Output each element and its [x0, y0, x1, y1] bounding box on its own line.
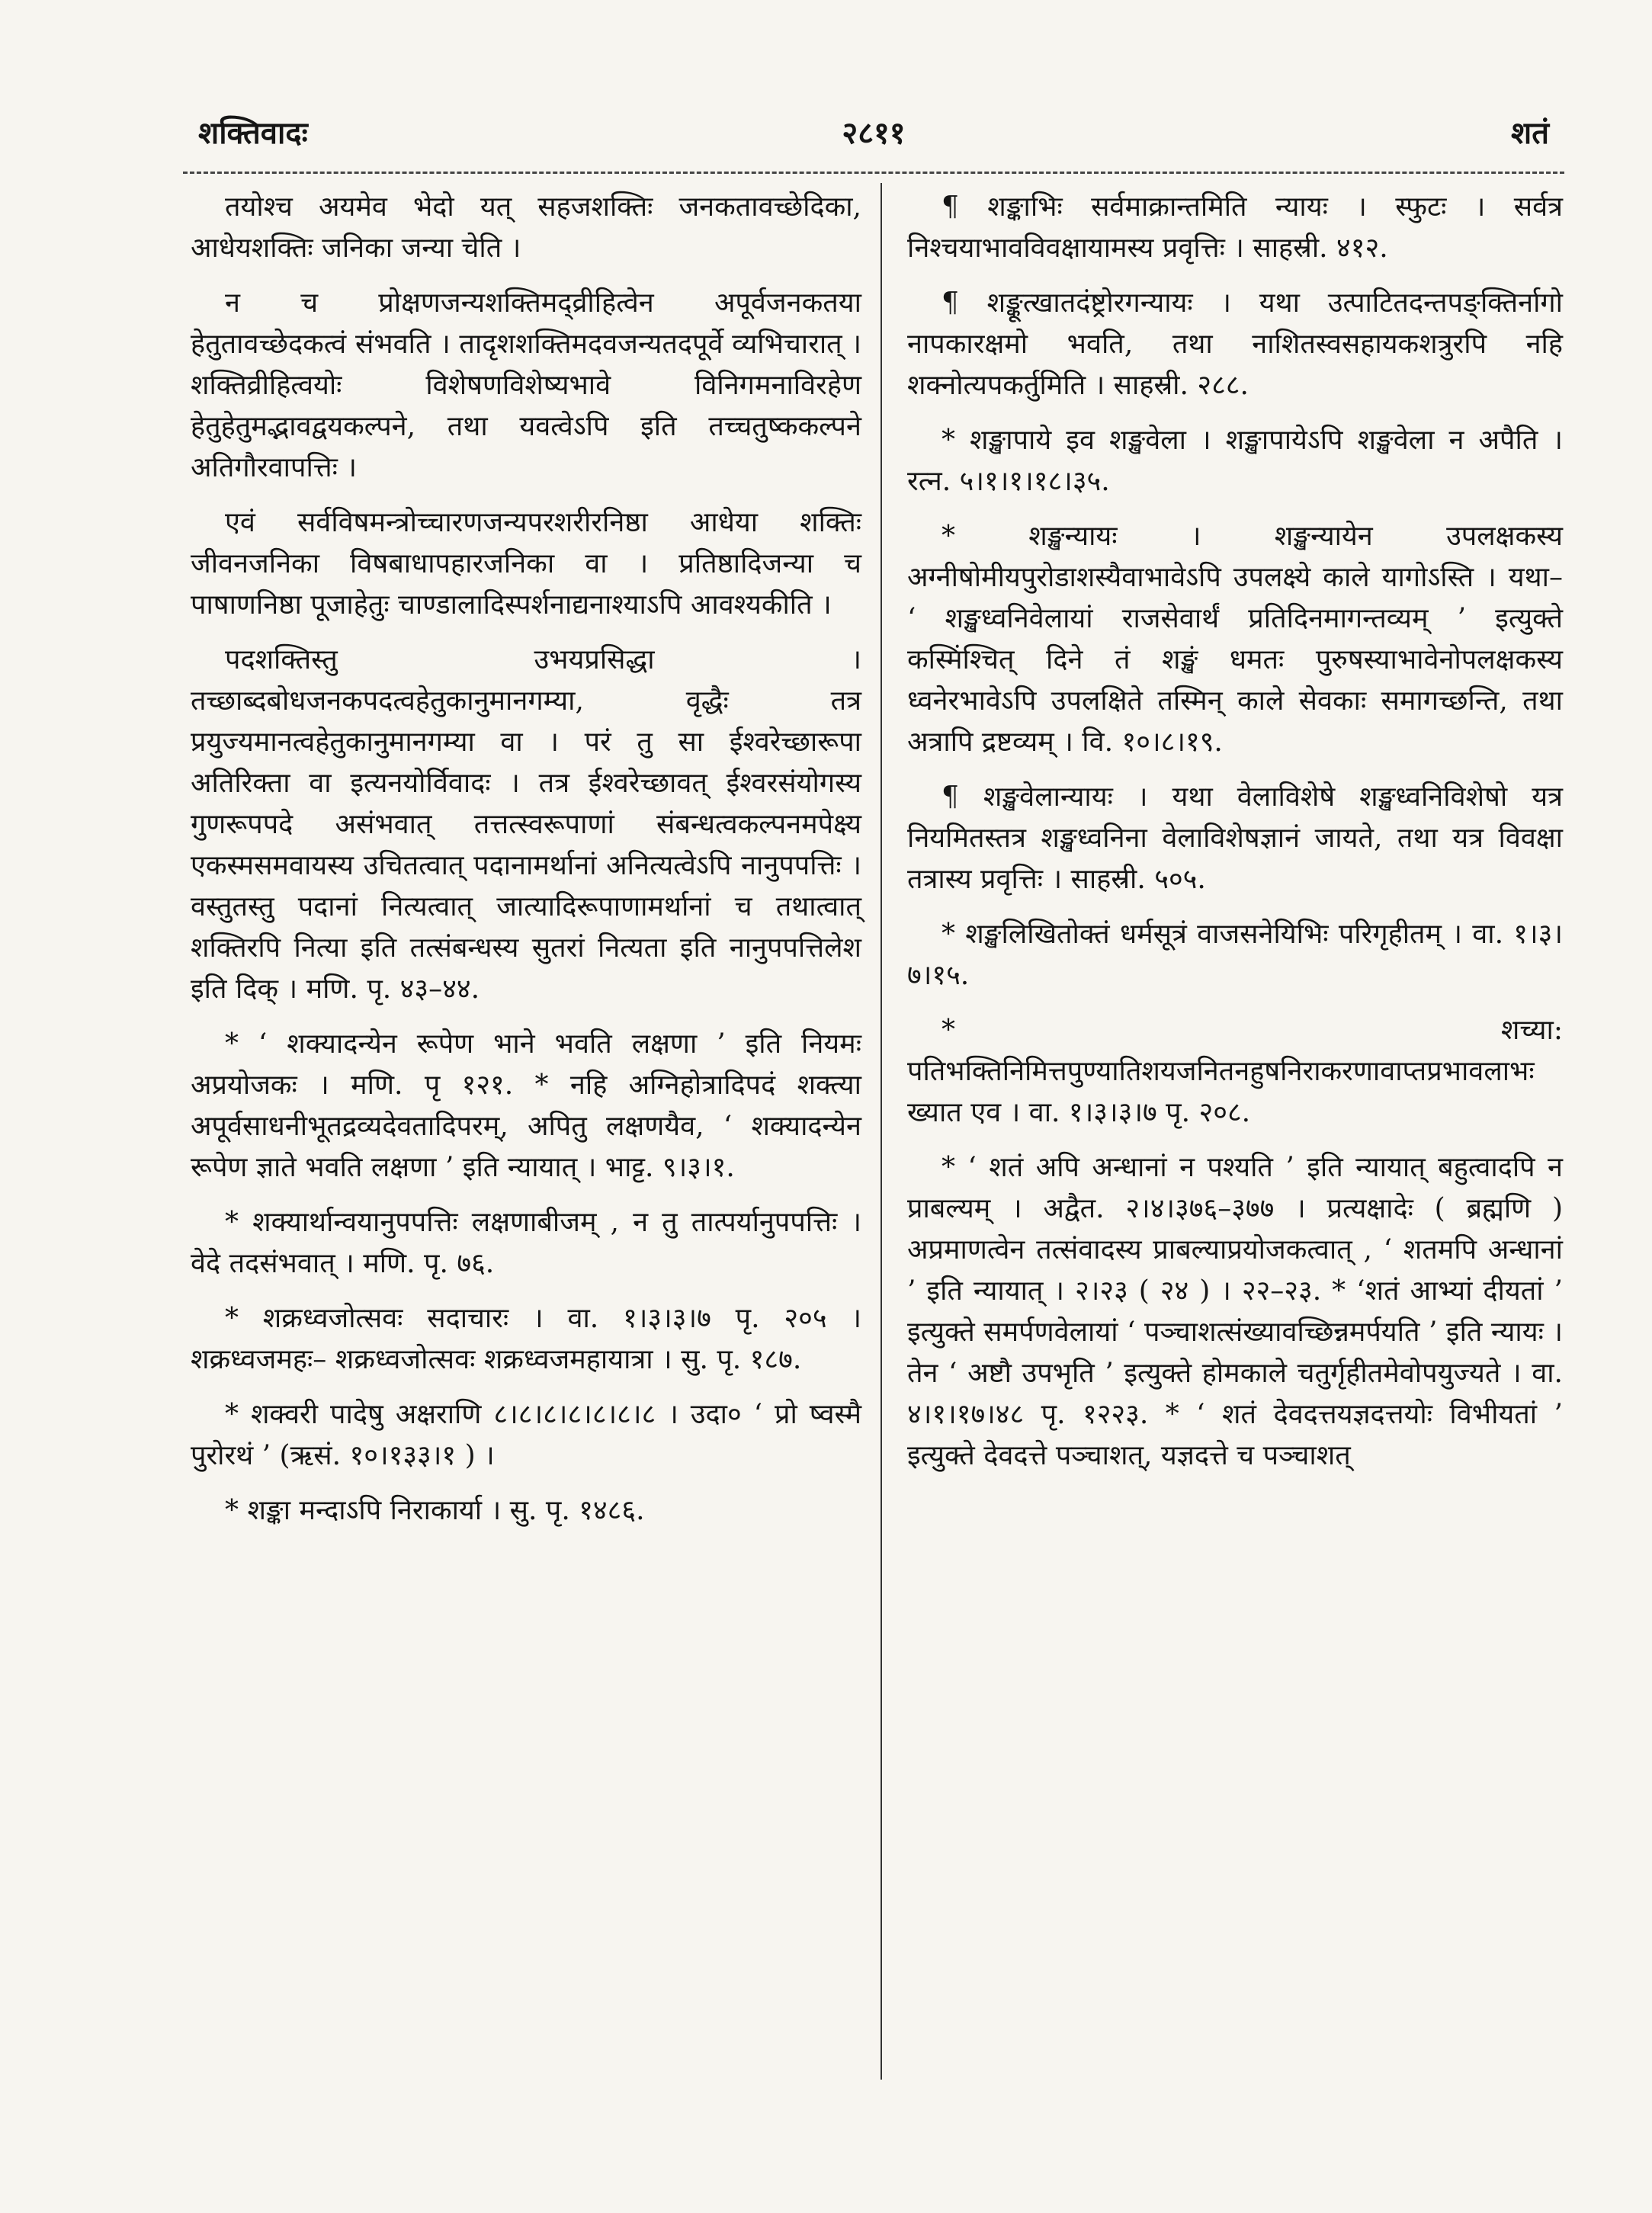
entry: * शङ्खन्यायः । शङ्खन्यायेन उपलक्षकस्य अग्नीषोमीयपुरोडाशस्यैवाभावेऽपि उपलक्ष्ये काले यागोऽस्ति । यथा– ‘ शङ्खध्वनिवेलायां राजसेवार्थं प्रतिदिनमागन्तव्यम् ’ इत्युक्ते कस्मिंश्चित् दिने तं शङ्खं धमतः पुरुषस्याभावेनोपलक्षकस्य ध्वनेरभावेऽपि उपलक्षिते तस्मिन् काले सेवकाः समागच्छन्ति, तथा अत्रापि द्रष्टव्यम् । वि. १०।८।१९. — [907, 521, 1563, 758]
entry: ¶ शङ्कूत्खातदंष्ट्रोरगन्यायः । यथा उत्पाटितदन्तपङ्क्तिर्नागो नापकारक्षमो भवति, तथा नाशितस्वसहायकशत्रुरपि नहि शक्नोत्यपकर्तुमिति । साहस्री. २८८. — [907, 287, 1563, 401]
entry: * शङ्का मन्दाऽपि निराकार्या । सु. पृ. १४८६. — [225, 1495, 645, 1526]
entry: * शङ्खलिखितोक्तं धर्मसूत्रं वाजसनेयिभिः परिगृहीतम् । वा. १।३।७।१५. — [907, 919, 1563, 991]
entry: * ‘ शक्यादन्येन रूपेण भाने भवति लक्षणा ’ इति नियमः अप्रयोजकः । मणि. पृ १२१. * नहि अग्निहोत्रादिपदं शक्त्या अपूर्वसाधनीभूतद्रव्यदेवतादिपरम्, अपितु लक्षणयैव, ‘ शक्यादन्येन रूपेण ज्ञाते भवति लक्षणा ’ इति न्यायात् । भाट्ट. ९।३।१. — [191, 1028, 861, 1183]
page-header — [183, 103, 1564, 156]
page-number: २८११ — [842, 115, 906, 151]
column-divider — [881, 183, 882, 2080]
entry: * शच्या: पतिभक्तिनिमित्तपुण्यातिशयजनितनहुषनिराकरणावाप्तप्रभावलाभः ख्यात एव । वा. १।३।३।७ पृ. २०८. — [907, 1015, 1563, 1128]
right-column — [907, 187, 1563, 2083]
entry: * शक्वरी पादेषु अक्षराणि ८।८।८।८।८।८।८ । उदा० ‘ प्रो ष्वस्मै पुरोरथं ’ (ऋसं. १०।१३३।१ ) । — [191, 1399, 861, 1471]
running-head-left: शक्तिवादः — [198, 115, 308, 151]
header-rule — [183, 172, 1564, 174]
entry: * शक्यार्थान्वयानुपपत्तिः लक्षणाबीजम् , न तु तात्पर्यानुपपत्तिः । वेदे तदसंभवात् । मणि. पृ. ७६. — [191, 1207, 861, 1279]
entry: न च प्रोक्षणजन्यशक्तिमद्व्रीहित्वेन अपूर्वजनकतया हेतुतावच्छेदकत्वं संभवति । तादृशशक्तिमदवजन्यतदपूर्वे व्यभिचारात् । शक्तिव्रीहित्वयोः विशेषणविशेष्यभावे विनिगमनाविरहेण हेतुहेतुमद्भावद्वयकल्पने, तथा यवत्वेऽपि इति तच्चतुष्ककल्पने अतिगौरवापत्तिः । — [191, 287, 861, 483]
entry: * शक्रध्वजोत्सवः सदाचारः । वा. १।३।३।७ पृ. २०५ । शक्रध्वजमहः– शक्रध्वजोत्सवः शक्रध्वजमहायात्रा । सु. पृ. १८७. — [191, 1303, 861, 1375]
entry: * ‘ शतं अपि अन्धानां न पश्यति ’ इति न्यायात् बहुत्वादपि न प्राबल्यम् । अद्वैत. २।४।३७६–३७७ । प्रत्यक्षादेः ( ब्रह्मणि ) अप्रमाणत्वेन तत्संवादस्य प्राबल्याप्रयोजकत्वात् , ‘ शतमपि अन्धानां ’ इति न्यायात् । २।२३ ( २४ ) । २२–२३. * ‘शतं आभ्यां दीयतां ’ इत्युक्ते समर्पणवेलायां ‘ पञ्चाशत्संख्यावच्छिन्नमर्पयति ’ इति न्यायः । तेन ‘ अष्टौ उपभृति ’ इत्युक्ते होमकाले चतुर्गृहीतमेवोपयुज्यते । वा. ४।१।१७।४८ पृ. १२२३. * ‘ शतं देवदत्तयज्ञदत्तयोः विभीयतां ’ इत्युक्ते देवदत्ते पञ्चाशत्, यज्ञदत्ते च पञ्चाशत् — [907, 1152, 1563, 1471]
entry: पदशक्तिस्तु उभयप्रसिद्धा । तच्छाब्दबोधजनकपदत्वहेतुकानुमानगम्या, वृद्धैः तत्र प्रयुज्यमानत्वहेतुकानुमानगम्या वा । परं तु सा ईश्वरेच्छारूपा अतिरिक्ता वा इत्यनयोर्विवादः । तत्र ईश्वरेच्छावत् ईश्वरसंयोगस्य गुणरूपपदे असंभवात् तत्तत्स्वरूपाणां संबन्धत्वकल्पनमपेक्ष्य एकस्मसमवायस्य उचितत्वात् पदानामर्थानां अनित्यत्वेऽपि नानुपपत्तिः । वस्तुतस्तु पदानां नित्यत्वात् जात्यादिरूपाणामर्थानां च तथात्वात् शक्तिरपि नित्या इति तत्संबन्धस्य सुतरां नित्यता इति नानुपपत्तिलेश इति दिक् । मणि. पृ. ४३–४४. — [191, 644, 861, 1005]
left-column — [191, 187, 861, 2083]
entry: * शङ्खापाये इव शङ्खवेला । शङ्खापायेऽपि शङ्खवेला न अपैति । रत्न. ५।१।१।१८।३५. — [907, 425, 1563, 497]
entry: तयोश्च अयमेव भेदो यत् सहजशक्तिः जनकतावच्छेदिका, आधेयशक्तिः जनिका जन्या चेति । — [191, 191, 861, 264]
entry: ¶ शङ्काभिः सर्वमाक्रान्तमिति न्यायः । स्फुटः । सर्वत्र निश्चयाभावविवक्षायामस्य प्रवृत्तिः । साहस्री. ४१२. — [907, 191, 1563, 264]
entry: ¶ शङ्खवेलान्यायः । यथा वेलाविशेषे शङ्खध्वनिविशेषो यत्र नियमितस्तत्र शङ्खध्वनिना वेलाविशेषज्ञानं जायते, तथा यत्र विवक्षा तत्रास्य प्रवृत्तिः । साहस्री. ५०५. — [907, 781, 1563, 895]
running-head-right: शतं — [1511, 115, 1549, 151]
entry: एवं सर्वविषमन्त्रोच्चारणजन्यपरशरीरनिष्ठा आधेया शक्तिः जीवनजनिका विषबाधापहारजनिका वा । प्रतिष्ठादिजन्या च पाषाणनिष्ठा पूजाहेतुः चाण्डालादिस्पर्शनाद्यनाश्याऽपि आवश्यकीति । — [191, 507, 861, 621]
